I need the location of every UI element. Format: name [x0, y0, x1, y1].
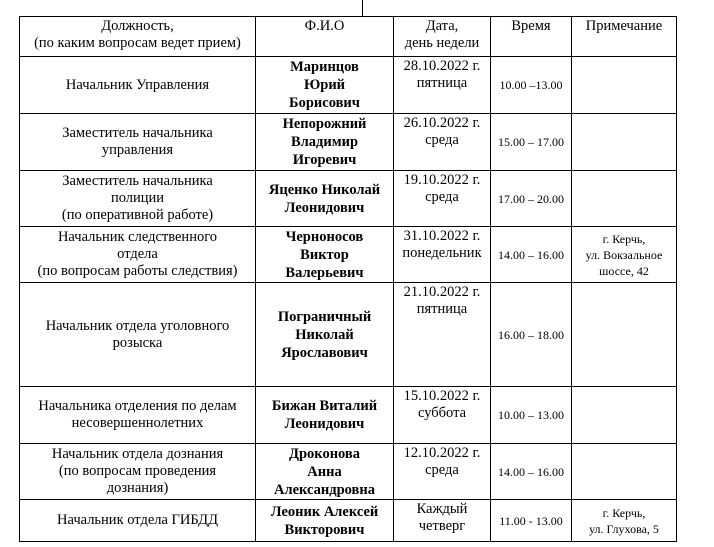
name-cell [256, 283, 394, 387]
note-cell-line: г. Керчь, [602, 505, 646, 520]
position-cell [20, 171, 256, 227]
date-cell [394, 500, 491, 542]
note-cell [572, 500, 677, 542]
name-cell [256, 444, 394, 500]
name-cell-line: Игоревич [292, 152, 357, 168]
date-cell [394, 283, 491, 387]
date-cell-line: среда [425, 462, 459, 478]
time-cell: 11.00 - 13.00 [491, 500, 572, 542]
date-cell-line: пятница [416, 75, 468, 91]
name-cell-line: Леоник Алексей [270, 503, 379, 520]
table-row [20, 171, 677, 227]
header-date-line: Дата, [425, 18, 459, 34]
name-cell-line: Ярославович [281, 344, 368, 361]
position-cell-line: отдела [117, 246, 158, 262]
page-tick-mark [362, 0, 363, 17]
date-cell-line: пятница [416, 301, 468, 317]
name-cell [256, 171, 394, 227]
date-cell-line: 15.10.2022 г. [403, 388, 481, 404]
position-cell-line: Заместитель начальника [62, 125, 213, 141]
name-cell-line: Бижан Виталий [271, 398, 378, 414]
time-cell: 14.00 – 16.00 [491, 227, 572, 283]
name-cell-line: Непорожний [282, 116, 367, 132]
name-cell-line: Владимир [290, 134, 359, 150]
name-cell-line: Александровна [274, 481, 375, 498]
table-row [20, 283, 677, 387]
position-cell-line: Начальник отдела дознания [51, 446, 224, 462]
name-cell [256, 500, 394, 542]
header-name-line: Ф.И.О [304, 18, 345, 34]
date-cell-line: суббота [417, 405, 467, 421]
header-position-line: Должность, [101, 18, 174, 34]
date-cell-line: 31.10.2022 г. [403, 228, 481, 244]
name-cell [256, 114, 394, 171]
date-cell-line: среда [425, 132, 459, 148]
note-cell [572, 171, 677, 227]
position-cell-line: несовершеннолетних [71, 415, 204, 431]
header-time-line: Время [511, 18, 551, 34]
header-time [491, 17, 572, 57]
header-position [20, 17, 256, 57]
table-row [20, 57, 677, 114]
table-row [20, 500, 677, 542]
header-note [572, 17, 677, 57]
name-cell-line: Анна [307, 463, 342, 480]
position-cell [20, 500, 256, 542]
date-cell-line: 26.10.2022 г. [403, 115, 481, 131]
time-cell: 14.00 – 16.00 [491, 444, 572, 500]
position-cell-line: (по вопросам работы следствия) [37, 263, 238, 279]
name-cell-line: Пограничный [277, 308, 372, 325]
name-cell-line: Маринцов [290, 59, 359, 75]
name-cell [256, 57, 394, 114]
position-cell-line: Начальник следственного [57, 229, 218, 245]
time-cell: 16.00 – 18.00 [491, 283, 572, 387]
position-cell [20, 227, 256, 283]
note-cell [572, 57, 677, 114]
note-cell-line: г. Керчь, [602, 231, 646, 246]
header-note-line: Примечание [585, 18, 663, 34]
position-cell-line: (по вопросам проведения [58, 463, 217, 479]
time-cell: 10.00 –13.00 [491, 57, 572, 114]
note-cell-line: ул. Вокзальное [585, 247, 663, 262]
date-cell-line: 28.10.2022 г. [403, 58, 481, 74]
date-cell [394, 387, 491, 444]
note-cell [572, 114, 677, 171]
date-cell-line: 12.10.2022 г. [403, 445, 481, 461]
name-cell-line: Леонидович [284, 416, 365, 432]
position-cell-line: полиции [110, 190, 165, 206]
position-cell-line: Заместитель начальника [62, 173, 213, 189]
header-position-line: (по каким вопросам ведет прием) [34, 35, 241, 51]
date-cell [394, 227, 491, 283]
table-row [20, 227, 677, 283]
header-date-line: день недели [404, 35, 480, 51]
position-cell [20, 283, 256, 387]
name-cell [256, 387, 394, 444]
position-cell-line: Начальник отдела уголовного [45, 317, 230, 334]
position-cell-line: (по оперативной работе) [61, 207, 214, 223]
date-cell [394, 444, 491, 500]
note-cell-line: шоссе, 42 [599, 263, 649, 278]
name-cell-line: Виктор [300, 246, 349, 263]
position-cell [20, 57, 256, 114]
note-cell [572, 227, 677, 283]
name-cell-line: Леонидович [284, 199, 365, 216]
date-cell-line: понедельник [402, 245, 482, 261]
position-cell [20, 387, 256, 444]
name-cell-line: Викторович [284, 521, 365, 538]
name-cell-line: Валерьевич [285, 264, 364, 281]
name-cell [256, 227, 394, 283]
name-cell-line: Яценко Николай [268, 181, 381, 198]
position-cell [20, 444, 256, 500]
name-cell-line: Борисович [289, 95, 360, 111]
name-cell-line: Дроконова [288, 445, 361, 462]
table-row [20, 444, 677, 500]
date-cell [394, 114, 491, 171]
header-name [256, 17, 394, 57]
name-cell-line: Юрий [303, 77, 346, 93]
date-cell [394, 171, 491, 227]
time-cell: 17.00 – 20.00 [491, 171, 572, 227]
name-cell-line: Черноносов [285, 228, 364, 245]
position-cell-line: Начальник Управления [65, 76, 210, 93]
date-cell-line: Каждый [416, 501, 468, 517]
note-cell [572, 387, 677, 444]
note-cell [572, 444, 677, 500]
table-row [20, 387, 677, 444]
table-row [20, 114, 677, 171]
position-cell [20, 114, 256, 171]
position-cell-line: дознания) [106, 480, 169, 496]
header-date [394, 17, 491, 57]
date-cell-line: четверг [418, 518, 466, 534]
date-cell [394, 57, 491, 114]
note-cell-line: ул. Глухова, 5 [589, 521, 659, 536]
date-cell-line: 19.10.2022 г. [403, 172, 481, 188]
time-cell: 10.00 – 13.00 [491, 387, 572, 444]
position-cell-line: Начальника отделения по делам [38, 398, 237, 414]
position-cell-line: управления [101, 142, 174, 158]
date-cell-line: среда [425, 189, 459, 205]
note-cell [572, 283, 677, 387]
reception-schedule-table [19, 16, 677, 542]
table-header-row [20, 17, 677, 57]
date-cell-line: 21.10.2022 г. [403, 284, 481, 300]
name-cell-line: Николай [295, 326, 354, 343]
time-cell: 15.00 – 17.00 [491, 114, 572, 171]
position-cell-line: розыска [112, 334, 163, 351]
position-cell-line: Начальник отдела ГИБДД [57, 512, 218, 528]
